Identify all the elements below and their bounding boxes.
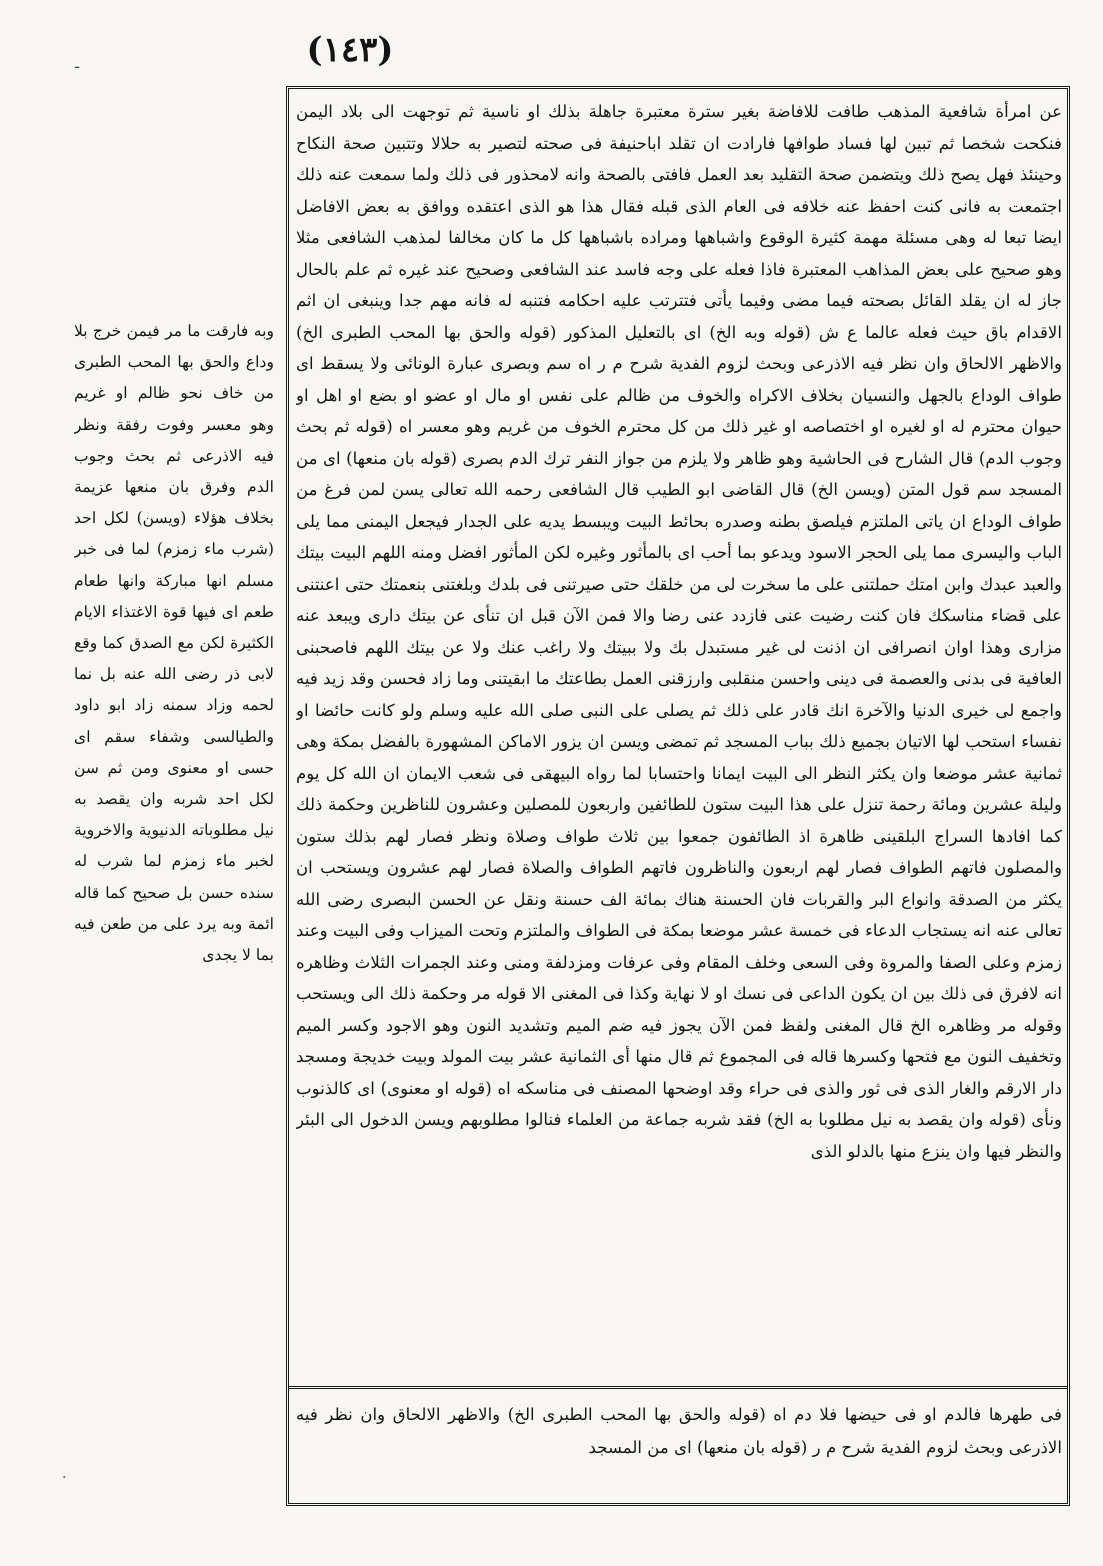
footnote-block (296, 1398, 1062, 1498)
footnote-text: فى طهرها فالدم او فى حيضها فلا دم اه (قوله والحق بها المحب الطبرى الخ) والاظهر الالحاق وان نظر فيه الاذرعى وبحث لزوم الفدية شرح م ر (قوله بان منعها) اى من المسجد (296, 1405, 1062, 1457)
main-text: عن امرأة شافعية المذهب طافت للافاضة بغير سترة معتبرة جاهلة بذلك او ناسية ثم توجهت الى بلاد اليمن فنكحت شخصا ثم تبين لها فساد طوافها فارادت ان تقلد اباحنيفة فى صحته لتصير به حلالا وتتبين صحة النكاح وحينئذ فهل يصح ذلك ويتضمن صحة التقليد بعد العمل فافتى بالصحة وانه لامحذور فى ذلك ولما سمعت عنه ذلك اجتمعت به فانى كنت احفظ عنه خلافه فى العام الذى قبله فقال هذا هو الذى اعتقده ووافق به بعض الافاضل ايضا تبعا له وهى مسئلة مهمة كثيرة الوقوع واشباهها ومراده باشباهها كل ما كان مخالفا لمذهب الشافعى مثلا وهو صحيح على بعض المذاهب المعتبرة فاذا فعله على وجه فاسد عند الشافعى وصحيح عند غيره ثم علم بالحال جاز له ان يقلد القائل بصحته فيما مضى وفيما يأتى فتترتب عليه احكامه فتنبه له فانه مهم جدا وينبغى ان اثم الاقدام باق حيث فعله عالما ع ش (قوله وبه الخ) اى بالتعليل المذكور (قوله والحق بها المحب الطبرى الخ) والاظهر الالحاق وان نظر فيه الاذرعى وبحث لزوم الفدية شرح م ر اه سم وبصرى عبارة الونائى ولا يسقط اى طواف الوداع بالجهل والنسيان بخلاف الاكراه والخوف من ظالم على نفس او مال او عضو او بضع او اهل او حيوان محترم له او لغيره او اختصاصه او غير ذلك من كل محترم الخوف من غريم وهو معسر اه (قوله ثم بحث وجوب الدم) قال الشارح فى الحاشية وهو ظاهر ولا يلزم من جواز النفر ترك الدم بصرى (قوله بان منعها) اى من المسجد سم قول المتن (ويسن الخ) قال القاضى ابو الطيب قال الشافعى رحمه الله تعالى يسن لمن فرغ من طواف الوداع ان ياتى الملتزم فيلصق بطنه وصدره بحائط البيت ويبسط يديه على الجدار فيجعل اليمنى مما يلى الباب واليسرى مما يلى الحجر الاسود ويدعو بما أحب اى بالمأثور وغيره لكن المأثور افضل ومنه اللهم البيت بيتك والعبد عبدك وابن امتك حملتنى على ما سخرت لى من خلقك حتى صيرتنى فى بلدك وبلغتنى بنعمتك حتى اعنتنى على قضاء مناسكك فان كنت رضيت عنى فازدد عنى رضا والا فمن الآن قبل ان تنأى عن بيتك دارى ويبعد عنه مزارى وهذا اوان انصرافى ان اذنت لى غير مستبدل بك ولا ببيتك ولا راغب عنك ولا عن بيتك اللهم فاصحبنى العافية فى بدنى والعصمة فى دينى واحسن منقلبى وارزقنى العمل بطاعتك ما ابقيتنى وما زاد فحسن وقد زيد فيه واجمع لى خيرى الدنيا والآخرة انك قادر على ذلك ثم يصلى على النبى صلى الله عليه وسلم ولو كانت حائضا او نفساء استحب لها الاتيان بجميع ذلك بباب المسجد ثم تمضى ويسن ان يزور الاماكن المشهورة بالفضل بمكة وهى ثمانية عشر موضعا وان يكثر النظر الى البيت ايمانا واحتسابا لما رواه البيهقى فى شعب الايمان ان الله كل يوم وليلة عشرين ومائة رحمة تنزل على هذا البيت ستون للطائفين واربعون للمصلين وعشرون للناظرين وحكمة ذلك كما افادها السراج البلقينى ظاهرة اذ الطائفون جمعوا بين ثلاث طواف وصلاة ونظر فصار لهم بذلك ستون والمصلون فاتهم الطواف فصار لهم اربعون والناظرون فاتهم الطواف والصلاة فصار لهم عشرون ويستحب ان يكثر من الصدقة وانواع البر والقربات فان الحسنة هناك بمائة الف حسنة ونقل عن الحسن البصرى رضى الله تعالى عنه انه يستجاب الدعاء فى خمسة عشر موضعا بمكة فى الطواف والملتزم وتحت الميزاب وفى البيت وعند زمزم وعلى الصفا والمروة وفى السعى وخلف المقام وفى عرفات ومزدلفة ومنى وعند الجمرات الثلاث وظاهره انه لافرق فى ذلك بين ان يكون الداعى فى نسك او لا نهاية وكذا فى المغنى الا قوله مر وحكمة ذلك الى ويستحب وقوله مر وظاهره الخ قال المغنى ولفظ فمن الآن يجوز فيه ضم الميم وتشديد النون وهو الاجود وكسر الميم وتخفيف النون مع فتحها وكسرها قاله فى المجموع ثم قال منها أى الثمانية عشر بيت المولد وبيت خديجة ومسجد دار الارقم والغار الذى فى ثور والذى فى حراء وقد اوضحها المصنف فى مناسكه اه (قوله او معنوى) اى كالذنوب ونأى (قوله وان يقصد به نيل مطلوبا به الخ) فقد شربه جماعة من العلماء فنالوا مطلوبهم ويسن الدخول الى البئر والنظر فيها وان ينزع منها بالدلو الذى (296, 102, 1062, 1161)
margin-text: وبه فارقت ما مر فيمن خرج بلا وداع والحق بها المحب الطبرى من خاف نحو ظالم او غريم وهو معسر وفوت رفقة ونظر فيه الاذرعى ثم بحث وجوب الدم وفرق بان منعها عزيمة بخلاف هؤلاء (ويسن) لكل احد (شرب ماء زمزم) لما فى خبر مسلم انها مباركة وانها طعام طعم اى فيها قوة الاغتذاء الايام الكثيرة لكن مع الصدق كما وقع لابى ذر رضى الله عنه بل نما لحمه وزاد سمنه زاد ابو داود والطيالسى وشفاء سقم اى حسى او معنوى ومن ثم سن لكل احد شربه وان يقصد به نيل مطلوباته الدنيوية والاخروية لخبر ماء زمزم لما شرب له سنده حسن بل صحيح كما قاله ائمة وبه يرد على من طعن فيه بما لا يجدى (74, 322, 274, 965)
main-text-block (296, 96, 1062, 1386)
ink-mark-bottom: · (62, 1470, 67, 1486)
page-number: (١٤٣) (306, 30, 394, 70)
margin-text-block (74, 316, 274, 1216)
footnote-divider (288, 1386, 1068, 1389)
ink-mark-top: ـ (75, 56, 80, 72)
